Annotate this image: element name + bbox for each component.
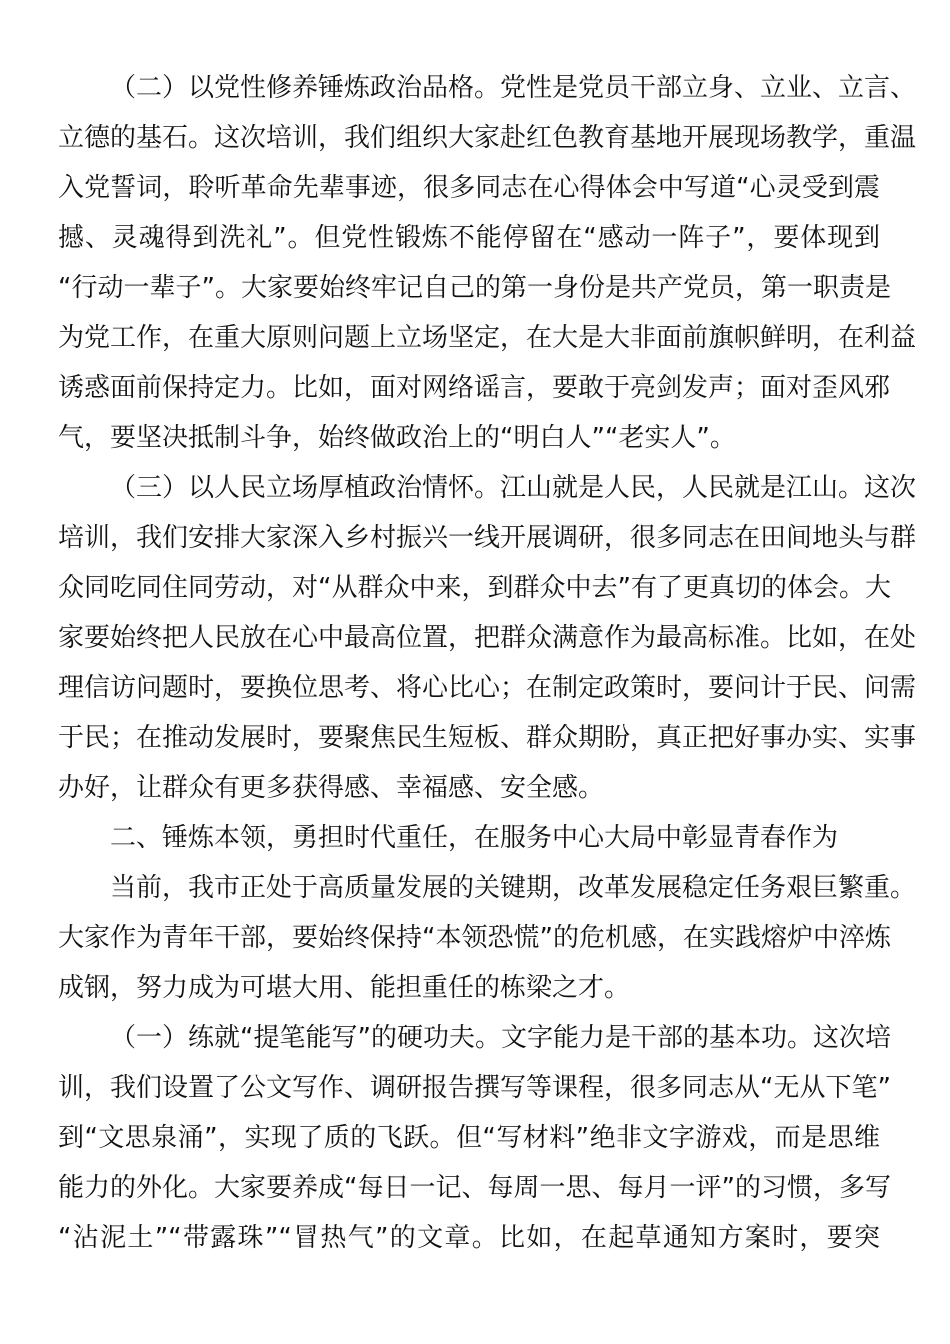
paragraph-line: 气，要坚决抵制斗争，始终做政治上的“明白人”“老实人”。 <box>58 423 736 453</box>
paragraph-line: 撼、灵魂得到洗礼”。但党性锻炼不能停留在“感动一阵子”，要体现到 <box>58 223 880 253</box>
paragraph-line: （一）练就“提笔能写”的硬功夫。文字能力是干部的基本功。这次培 <box>110 1023 891 1053</box>
paragraph-line: 于民；在推动发展时，要聚焦民生短板、群众期盼，真正把好事办实、实事 <box>58 723 917 753</box>
paragraph-line: 家要始终把人民放在心中最高位置，把群众满意作为最高标准。比如，在处 <box>58 623 917 653</box>
paragraph-line: 为党工作，在重大原则问题上立场坚定，在大是大非面前旗帜鲜明，在利益 <box>58 323 917 353</box>
paragraph-line: （三）以人民立场厚植政治情怀。江山就是人民，人民就是江山。这次 <box>110 473 917 503</box>
paragraph-line: 办好，让群众有更多获得感、幸福感、安全感。 <box>58 773 605 803</box>
paragraph-line: 训，我们设置了公文写作、调研报告撰写等课程，很多同志从“无从下笔” <box>58 1073 891 1103</box>
paragraph-line: “沾泥土”“带露珠”“冒热气”的文章。比如，在起草通知方案时，要突 <box>58 1223 880 1253</box>
paragraph-line: 培训，我们安排大家深入乡村振兴一线开展调研，很多同志在田间地头与群 <box>58 523 917 553</box>
paragraph-line: 入党誓词，聆听革命先辈事迹，很多同志在心得体会中写道“心灵受到震 <box>58 173 880 203</box>
paragraph-line: 当前，我市正处于高质量发展的关键期，改革发展稳定任务艰巨繁重。 <box>110 873 917 903</box>
paragraph-line: （二）以党性修养锤炼政治品格。党性是党员干部立身、立业、立言、 <box>110 73 917 103</box>
paragraph-line: 成钢，努力成为可堪大用、能担重任的栋梁之才。 <box>58 973 631 1003</box>
paragraph-line: 到“文思泉涌”，实现了质的飞跃。但“写材料”绝非文字游戏，而是思维 <box>58 1123 880 1153</box>
paragraph-line: 能力的外化。大家要养成“每日一记、每周一思、每月一评”的习惯，多写 <box>58 1173 891 1203</box>
paragraph-line: 众同吃同住同劳动，对“从群众中来，到群众中去”有了更真切的体会。大 <box>58 573 891 603</box>
paragraph-line: 立德的基石。这次培训，我们组织大家赴红色教育基地开展现场教学，重温 <box>58 123 917 153</box>
paragraph-line: 理信访问题时，要换位思考、将心比心；在制定政策时，要问计于民、问需 <box>58 673 917 703</box>
paragraph-line: 大家作为青年干部，要始终保持“本领恐慌”的危机感，在实践熔炉中淬炼 <box>58 923 891 953</box>
section-heading: 二、锤炼本领，勇担时代重任，在服务中心大局中彰显青春作为 <box>110 823 839 853</box>
paragraph-line: 诱惑面前保持定力。比如，面对网络谣言，要敢于亮剑发声；面对歪风邪 <box>58 373 891 403</box>
paragraph-line: “行动一辈子”。大家要始终牢记自己的第一身份是共产党员，第一职责是 <box>58 273 891 303</box>
